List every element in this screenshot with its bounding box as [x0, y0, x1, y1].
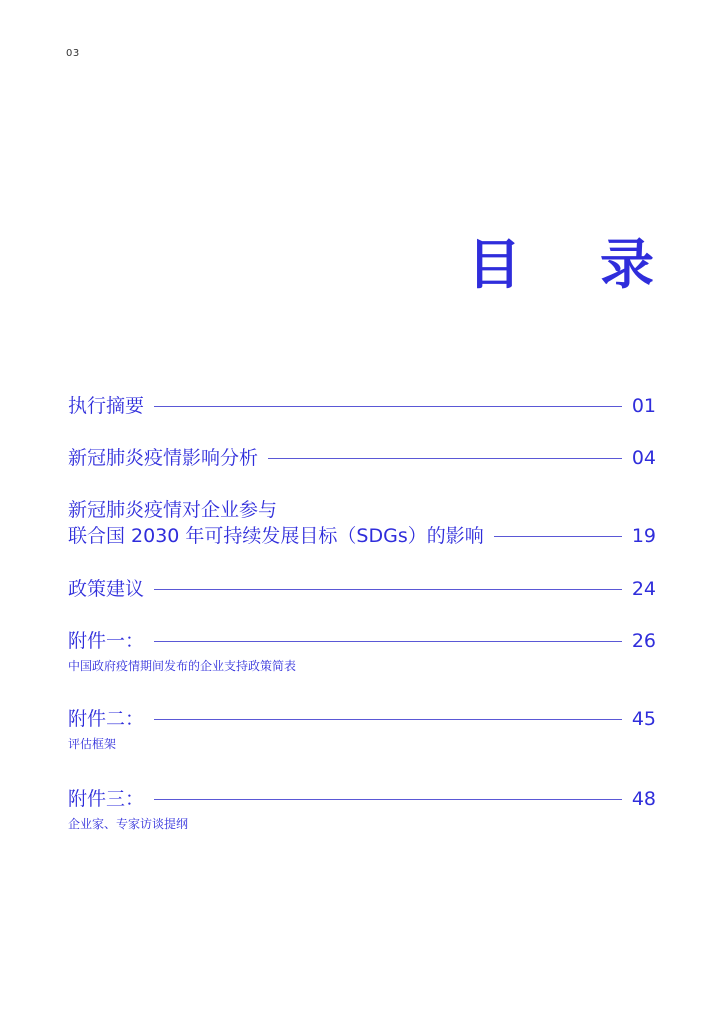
toc-entry-appendix-3[interactable] — [68, 786, 656, 832]
toc-entry-title: 政策建议 — [68, 578, 145, 600]
toc-entry-impact-analysis[interactable] — [68, 445, 656, 471]
leader-line — [494, 536, 622, 537]
toc-entry-page: 19 — [631, 525, 656, 547]
leader-line — [154, 719, 622, 720]
toc-entry-subtitle: 中国政府疫情期间发布的企业支持政策简表 — [68, 659, 297, 673]
toc-entry-title: 附件三： — [68, 788, 145, 810]
toc-entry-title: 附件一： — [68, 630, 145, 652]
toc-entry-page: 45 — [631, 708, 656, 730]
leader-line — [154, 641, 622, 642]
toc-entry-appendix-2[interactable] — [68, 706, 656, 752]
page-title: 目 录 — [467, 233, 684, 296]
toc-entry-sdgs-impact[interactable] — [68, 497, 656, 549]
toc-entry-subtitle: 企业家、专家访谈提纲 — [68, 817, 189, 831]
toc-entry-subtitle: 评估框架 — [68, 737, 117, 751]
toc-entry-title: 附件二： — [68, 708, 145, 730]
toc-entry-title-line1: 新冠肺炎疫情对企业参与 — [68, 499, 278, 521]
toc-entry-page: 24 — [631, 578, 656, 600]
leader-line — [268, 458, 622, 459]
toc-entry-policy-recommendations[interactable] — [68, 576, 656, 602]
page-number: 03 — [66, 48, 80, 59]
leader-line — [154, 799, 622, 800]
toc-entry-title: 新冠肺炎疫情影响分析 — [68, 447, 259, 469]
toc-entry-page: 01 — [631, 395, 656, 417]
toc-entry-page: 26 — [631, 630, 656, 652]
leader-line — [154, 406, 622, 407]
toc-entry-executive-summary[interactable] — [68, 393, 656, 419]
toc-entry-page: 04 — [631, 447, 656, 469]
toc-entry-appendix-1[interactable] — [68, 628, 656, 674]
toc-entry-page: 48 — [631, 788, 656, 810]
toc-entry-title-line2: 联合国 2030 年可持续发展目标（SDGs）的影响 — [68, 525, 484, 547]
toc-entry-title: 执行摘要 — [68, 395, 145, 417]
leader-line — [154, 589, 622, 590]
